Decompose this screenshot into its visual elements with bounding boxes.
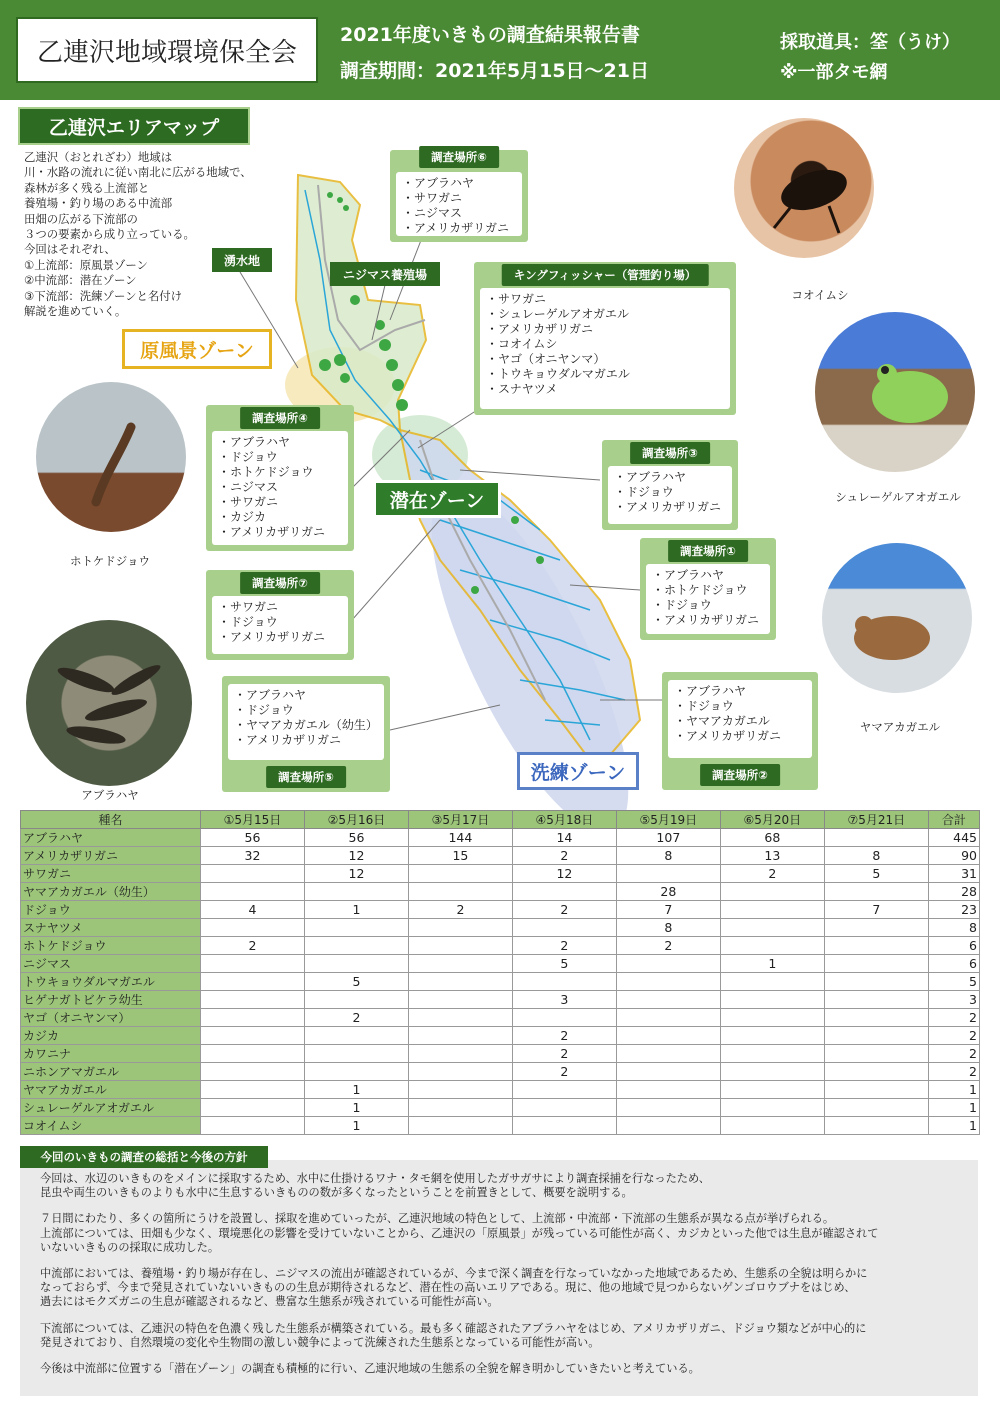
count-cell: [408, 883, 512, 901]
count-cell: [512, 1081, 616, 1099]
site-3-title: 調査場所③: [630, 442, 710, 464]
count-cell: 2: [408, 901, 512, 919]
count-cell: 68: [720, 829, 824, 847]
count-cell: [201, 1009, 305, 1027]
aburahaya-photo-image: [26, 620, 192, 786]
site-6-item: ・アブラハヤ: [402, 176, 475, 190]
total-cell: 3: [928, 991, 979, 1009]
site-6-item: ・アメリカザリガニ: [402, 221, 510, 235]
kingfisher-item: ・サワガニ: [486, 292, 547, 306]
column-header: ⑦5月21日: [824, 811, 928, 829]
site-2-title: 調査場所②: [700, 764, 780, 786]
count-cell: [201, 1045, 305, 1063]
count-cell: [408, 955, 512, 973]
species-name-cell: シュレーゲルアオガエル: [21, 1099, 201, 1117]
species-name-cell: アブラハヤ: [21, 829, 201, 847]
total-cell: 2: [928, 1045, 979, 1063]
count-cell: [720, 919, 824, 937]
site-6-list: [396, 172, 522, 236]
count-cell: [616, 1009, 720, 1027]
count-cell: [304, 1027, 408, 1045]
yamaakagaeru-photo-image: [822, 543, 972, 693]
senren-zone-label: 洗練ゾーン: [517, 752, 639, 790]
kingfisher-item: ・コオイムシ: [486, 337, 558, 351]
total-cell: 2: [928, 1027, 979, 1045]
count-cell: [408, 1009, 512, 1027]
count-cell: 7: [824, 901, 928, 919]
summary-paragraph: 下流部については、乙連沢の特色を色濃く残した生態系が構築されている。最も多く確認されたアブラハヤをはじめ、アメリカザリガニ、ドジョウ類などが中心的に 発見されており、自然環境の変化や生物間の激しい競争によって洗練された生態系となっている可能性が高い。: [40, 1321, 867, 1349]
count-cell: 8: [824, 847, 928, 865]
count-cell: [304, 991, 408, 1009]
column-header: 合計: [928, 811, 979, 829]
schlegel-photo-image: [815, 312, 975, 472]
count-cell: [720, 1063, 824, 1081]
count-cell: [720, 1027, 824, 1045]
count-cell: [408, 1117, 512, 1135]
intro-line: 養殖場・釣り場のある中流部: [24, 196, 173, 211]
site-4-item: ・ホトケドジョウ: [218, 465, 314, 479]
kingfisher-box: [474, 262, 736, 415]
column-header: ②5月16日: [304, 811, 408, 829]
kooimushi-photo-image: [734, 118, 874, 258]
site-4-item: ・カジカ: [218, 510, 267, 524]
count-cell: 7: [616, 901, 720, 919]
count-cell: [304, 1045, 408, 1063]
site-5-item: ・アブラハヤ: [234, 688, 307, 702]
aburahaya-photo: [26, 620, 192, 786]
site-5-title: 調査場所⑤: [266, 766, 346, 788]
count-cell: [616, 1045, 720, 1063]
count-cell: [408, 1027, 512, 1045]
table-row: [21, 1117, 980, 1135]
table-row: [21, 991, 980, 1009]
count-cell: 2: [512, 1063, 616, 1081]
count-cell: [512, 1117, 616, 1135]
site-6-item: ・サワガニ: [402, 191, 463, 205]
count-cell: 14: [512, 829, 616, 847]
count-cell: 1: [304, 1117, 408, 1135]
site-1-list: [646, 564, 770, 634]
intro-line: ①上流部：原風景ゾーン: [24, 257, 148, 272]
count-cell: [824, 991, 928, 1009]
tool-note: ※一部タモ網: [780, 62, 888, 83]
senzai-zone-label: 潜在ゾーン: [373, 480, 501, 518]
table-row: [21, 973, 980, 991]
count-cell: [201, 1099, 305, 1117]
count-cell: 12: [512, 865, 616, 883]
count-cell: [824, 1099, 928, 1117]
count-cell: [201, 919, 305, 937]
site-7-item: ・アメリカザリガニ: [218, 630, 326, 644]
table-row: [21, 919, 980, 937]
yamaakagaeru-caption: ヤマアカガエル: [859, 720, 941, 734]
count-cell: 5: [824, 865, 928, 883]
site-2-item: ・ヤマアカガエル: [674, 714, 770, 728]
intro-line: 川・水路の流れに従い南北に広がる地域で、: [24, 165, 252, 180]
count-cell: [824, 1045, 928, 1063]
total-cell: 2: [928, 1009, 979, 1027]
total-cell: 1: [928, 1099, 979, 1117]
site-7-box: [206, 570, 354, 660]
site-1-item: ・ドジョウ: [652, 598, 712, 612]
total-cell: 1: [928, 1117, 979, 1135]
count-cell: [720, 1117, 824, 1135]
count-cell: 32: [201, 847, 305, 865]
site-4-title: 調査場所④: [240, 407, 320, 429]
site-2-item: ・アブラハヤ: [674, 684, 747, 698]
count-cell: [616, 1117, 720, 1135]
count-cell: 2: [720, 865, 824, 883]
table-row: [21, 1009, 980, 1027]
site-2-item: ・ドジョウ: [674, 699, 734, 713]
count-cell: [408, 1045, 512, 1063]
column-header: ⑤5月19日: [616, 811, 720, 829]
hotokedojou-photo: [36, 382, 186, 532]
count-cell: [201, 883, 305, 901]
organization-name: 乙連沢地域環境保全会: [16, 17, 318, 83]
count-cell: [616, 865, 720, 883]
summary-paragraph: 今後は中流部に位置する「潜在ゾーン」の調査も積極的に行い、乙連沢地域の生態系の全貌を解き明かしていきたいと考えている。: [40, 1362, 700, 1376]
kingfisher-list: [480, 288, 730, 409]
site-2-list: [668, 680, 812, 758]
count-cell: [720, 991, 824, 1009]
table-row: [21, 901, 980, 919]
species-name-cell: サワガニ: [21, 865, 201, 883]
species-count-table: [20, 810, 980, 1135]
yamaakagaeru-photo: [822, 543, 972, 693]
summary-paragraph: 中流部においては、養殖場・釣り場が存在し、ニジマスの流出が確認されているが、今まで深く調査を行なっていなかった地域であるため、生態系の全貌は明らかに なっておらず、今まで発見されていないいきものの生息が期待されるなど、潜在性の高いエリアである。現に、他の地域で見つからないゲンゴロウブナをはじめ、 過去にはモクズガニの生息が確認されるなど、豊富な生態系が残されている可能性が高い。: [40, 1267, 868, 1309]
site-7-item: ・ドジョウ: [218, 615, 278, 629]
count-cell: 2: [616, 937, 720, 955]
site-4-item: ・アメリカザリガニ: [218, 525, 326, 539]
summary-title: 今回のいきもの調査の総括と今後の方針: [20, 1146, 268, 1168]
total-cell: 6: [928, 937, 979, 955]
count-cell: [512, 973, 616, 991]
total-cell: 28: [928, 883, 979, 901]
count-cell: 13: [720, 847, 824, 865]
intro-line: ３つの要素から成り立っている。: [24, 227, 195, 242]
site-5-item: ・アメリカザリガニ: [234, 733, 342, 747]
count-cell: 1: [304, 901, 408, 919]
count-cell: [720, 1081, 824, 1099]
count-cell: 1: [304, 1081, 408, 1099]
count-cell: [824, 1027, 928, 1045]
count-cell: [304, 1063, 408, 1081]
count-cell: [304, 919, 408, 937]
count-cell: 2: [512, 901, 616, 919]
count-cell: 2: [512, 847, 616, 865]
count-cell: [616, 1099, 720, 1117]
site-6-box: [390, 150, 528, 242]
report-title: 2021年度いきもの調査結果報告書: [340, 24, 640, 46]
species-name-cell: カジカ: [21, 1027, 201, 1045]
site-1-item: ・アブラハヤ: [652, 568, 725, 582]
count-cell: [824, 829, 928, 847]
count-cell: [408, 991, 512, 1009]
total-cell: 23: [928, 901, 979, 919]
count-cell: 2: [512, 1027, 616, 1045]
site-4-box: [206, 405, 354, 551]
count-cell: [201, 973, 305, 991]
site-6-item: ・ニジマス: [402, 206, 463, 220]
summary-text: [40, 1172, 980, 1388]
kingfisher-title: キングフィッシャー（管理釣り場）: [502, 264, 709, 286]
site-1-item: ・ホトケドジョウ: [652, 583, 748, 597]
count-cell: 2: [304, 1009, 408, 1027]
total-cell: 6: [928, 955, 979, 973]
count-cell: [720, 1045, 824, 1063]
count-cell: 2: [201, 937, 305, 955]
species-name-cell: アメリカザリガニ: [21, 847, 201, 865]
species-name-cell: スナヤツメ: [21, 919, 201, 937]
species-name-cell: カワニナ: [21, 1045, 201, 1063]
column-header: ④5月18日: [512, 811, 616, 829]
count-cell: [824, 1009, 928, 1027]
species-name-cell: ヤマアカガエル（幼生）: [21, 883, 201, 901]
intro-line: ③下流部：洗練ゾーンと名付け: [24, 288, 183, 303]
site-5-item: ・ドジョウ: [234, 703, 294, 717]
site-7-item: ・サワガニ: [218, 600, 279, 614]
table-row: [21, 1063, 980, 1081]
count-cell: [304, 955, 408, 973]
count-cell: [201, 1027, 305, 1045]
count-cell: [201, 991, 305, 1009]
count-cell: [616, 1063, 720, 1081]
count-cell: [616, 973, 720, 991]
site-6-title: 調査場所⑥: [419, 146, 499, 168]
survey-period: 調査期間：2021年5月15日〜21日: [340, 60, 649, 82]
kingfisher-item: ・シュレーゲルアオガエル: [486, 307, 630, 321]
site-3-list: [608, 466, 732, 524]
table-body: [21, 829, 980, 1135]
site-3-item: ・アブラハヤ: [614, 470, 687, 484]
site-4-item: ・ドジョウ: [218, 450, 278, 464]
count-cell: [616, 1027, 720, 1045]
species-name-cell: ホトケドジョウ: [21, 937, 201, 955]
count-cell: [408, 1081, 512, 1099]
count-cell: 56: [304, 829, 408, 847]
total-cell: 445: [928, 829, 979, 847]
count-cell: 2: [512, 1045, 616, 1063]
site-1-item: ・アメリカザリガニ: [652, 613, 760, 627]
site-5-list: [228, 684, 384, 760]
count-cell: [616, 991, 720, 1009]
site-7-title: 調査場所⑦: [240, 572, 320, 594]
spring-label: 湧水地: [212, 248, 272, 272]
count-cell: [408, 919, 512, 937]
total-cell: 90: [928, 847, 979, 865]
species-name-cell: トウキョウダルマガエル: [21, 973, 201, 991]
table-header-row: [21, 811, 980, 829]
count-cell: 12: [304, 865, 408, 883]
count-cell: [720, 1009, 824, 1027]
count-cell: 5: [512, 955, 616, 973]
table-row: [21, 865, 980, 883]
site-4-list: [212, 431, 348, 545]
hotokedojou-caption: ホトケドジョウ: [69, 554, 151, 568]
column-header: ①5月15日: [201, 811, 305, 829]
count-cell: 8: [616, 919, 720, 937]
table-row: [21, 1081, 980, 1099]
count-cell: 144: [408, 829, 512, 847]
count-cell: [720, 937, 824, 955]
site-5-box: [222, 676, 390, 792]
count-cell: [408, 973, 512, 991]
kooimushi-caption: コオイムシ: [791, 288, 849, 302]
site-3-item: ・アメリカザリガニ: [614, 500, 722, 514]
species-name-cell: ヒゲナガトビケラ幼生: [21, 991, 201, 1009]
table-row: [21, 955, 980, 973]
species-name-cell: コオイムシ: [21, 1117, 201, 1135]
count-cell: 56: [201, 829, 305, 847]
intro-line: 田畑の広がる下流部の: [24, 211, 138, 226]
count-cell: [201, 1063, 305, 1081]
table-row: [21, 847, 980, 865]
species-name-cell: ヤマアカガエル: [21, 1081, 201, 1099]
kingfisher-item: ・スナヤツメ: [486, 382, 558, 396]
count-cell: 3: [512, 991, 616, 1009]
count-cell: [720, 901, 824, 919]
count-cell: [201, 955, 305, 973]
kooimushi-photo: [734, 118, 874, 258]
count-cell: [720, 973, 824, 991]
species-name-cell: ニジマス: [21, 955, 201, 973]
count-cell: 2: [512, 937, 616, 955]
count-cell: [824, 1117, 928, 1135]
site-1-title: 調査場所①: [668, 540, 748, 562]
count-cell: [304, 883, 408, 901]
species-name-cell: ヤゴ（オニヤンマ）: [21, 1009, 201, 1027]
species-name-cell: ドジョウ: [21, 901, 201, 919]
count-cell: 12: [304, 847, 408, 865]
column-header: 種名: [21, 811, 201, 829]
count-cell: [824, 883, 928, 901]
hotokedojou-photo-image: [36, 382, 186, 532]
count-cell: [616, 1081, 720, 1099]
count-cell: 8: [616, 847, 720, 865]
site-3-box: [602, 440, 738, 530]
site-1-box: [640, 538, 776, 640]
species-name-cell: ニホンアマガエル: [21, 1063, 201, 1081]
count-cell: 5: [304, 973, 408, 991]
site-4-item: ・ニジマス: [218, 480, 279, 494]
count-cell: [512, 919, 616, 937]
total-cell: 5: [928, 973, 979, 991]
table-row: [21, 829, 980, 847]
count-cell: [201, 1081, 305, 1099]
intro-line: 乙連沢（おとれざわ）地域は: [24, 150, 173, 164]
site-4-item: ・アブラハヤ: [218, 435, 291, 449]
count-cell: [304, 937, 408, 955]
intro-line: ②中流部：潜在ゾーン: [24, 273, 137, 288]
count-cell: 15: [408, 847, 512, 865]
kingfisher-item: ・トウキョウダルマガエル: [486, 367, 630, 381]
count-cell: [512, 1009, 616, 1027]
count-cell: [720, 1099, 824, 1117]
table-row: [21, 1027, 980, 1045]
column-header: ③5月17日: [408, 811, 512, 829]
site-4-item: ・サワガニ: [218, 495, 279, 509]
schlegel-photo: [815, 312, 975, 472]
intro-line: 解説を進めていく。: [24, 304, 127, 319]
table-row: [21, 883, 980, 901]
count-cell: 4: [201, 901, 305, 919]
count-cell: [408, 1063, 512, 1081]
table-row: [21, 1045, 980, 1063]
site-5-item: ・ヤマアカガエル（幼生）: [234, 718, 378, 732]
intro-line: 森林が多く残る上流部と: [24, 180, 150, 195]
count-cell: [824, 955, 928, 973]
count-cell: [408, 937, 512, 955]
column-header: ⑥5月20日: [720, 811, 824, 829]
count-cell: [408, 1099, 512, 1117]
count-cell: [512, 1099, 616, 1117]
count-cell: [201, 865, 305, 883]
count-cell: 107: [616, 829, 720, 847]
count-cell: [824, 937, 928, 955]
summary-paragraph: ７日間にわたり、多くの箇所にうけを設置し、採取を進めていったが、乙連沢地域の特色として、上流部・中流部・下流部の生態系が異なる点が挙げられる。 上流部については、田畑も少なく、環境悪化の影響を受けていないことから、乙連沢の「原風景」が残っている可能性が高く、カジカといった他では生息が確認されて いないいきものの採取に成功した。: [40, 1212, 879, 1254]
summary-paragraph: 今回は、水辺のいきものをメインに採取するため、水中に仕掛けるワナ・タモ網を使用したガサガサにより調査採捕を行なったため、 昆虫や両生のいきものよりも水中に生息するいきものの数が多くなったということを前置きとして、概要を説明する。: [40, 1172, 710, 1200]
site-3-item: ・ドジョウ: [614, 485, 674, 499]
table-row: [21, 1099, 980, 1117]
total-cell: 2: [928, 1063, 979, 1081]
genfukei-zone-label: 原風景ゾーン: [122, 329, 272, 369]
count-cell: [824, 1063, 928, 1081]
nijimasu-farm-label: ニジマス養殖場: [330, 262, 440, 286]
schlegel-caption: シュレーゲルアオガエル: [835, 490, 961, 504]
total-cell: 8: [928, 919, 979, 937]
count-cell: [201, 1117, 305, 1135]
count-cell: 1: [720, 955, 824, 973]
total-cell: 1: [928, 1081, 979, 1099]
aburahaya-caption: アブラハヤ: [81, 788, 139, 802]
count-cell: 1: [304, 1099, 408, 1117]
kingfisher-item: ・ヤゴ（オニヤンマ）: [486, 352, 606, 366]
count-cell: [408, 865, 512, 883]
total-cell: 31: [928, 865, 979, 883]
count-cell: [616, 955, 720, 973]
count-cell: [824, 1081, 928, 1099]
table-row: [21, 937, 980, 955]
tool-label: 採取道具：筌（うけ）: [780, 32, 960, 53]
intro-line: 今回はそれぞれ、: [24, 242, 116, 257]
site-2-box: [662, 672, 818, 790]
kingfisher-item: ・アメリカザリガニ: [486, 322, 594, 336]
count-cell: 28: [616, 883, 720, 901]
map-title: 乙連沢エリアマップ: [18, 107, 250, 145]
site-2-item: ・アメリカザリガニ: [674, 729, 782, 743]
count-cell: [720, 883, 824, 901]
count-cell: [824, 973, 928, 991]
site-7-list: [212, 596, 348, 654]
count-cell: [512, 883, 616, 901]
count-cell: [824, 919, 928, 937]
